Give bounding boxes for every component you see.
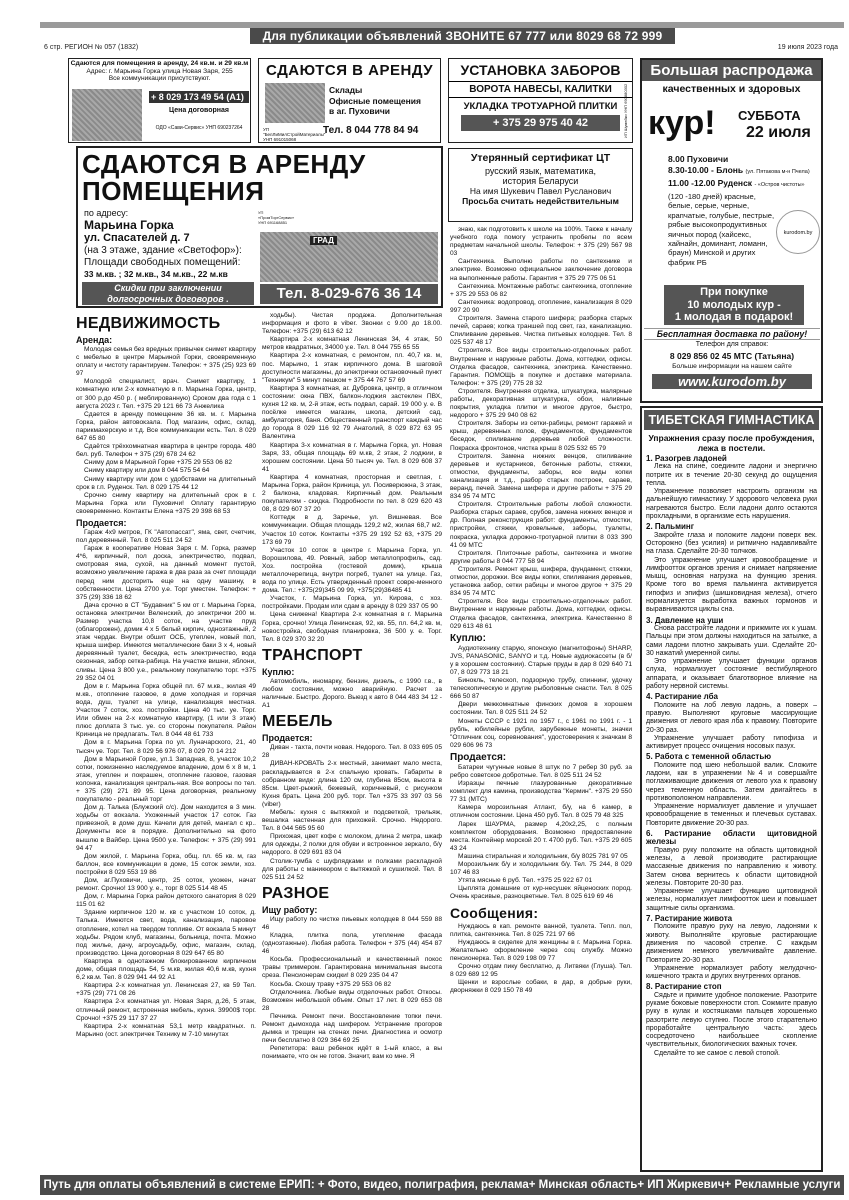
classified-ad: Печника. Ремонт печи. Восстановление топки печи. Ремонт дымохода над шифером. Устранение прогоров дымка и трещин на стенах печи. Диагностика и осмотр печи бесплатно 8 029 364 69 25 xyxy=(262,1012,442,1045)
messages-list xyxy=(450,923,632,996)
classified-ad: Дом в г. Марьина Горка по ул. Луначарского, 21, 40 тысяч уе. Торг. Тел. 8 029 56 976 07, 8 029 70 14 212 xyxy=(76,739,256,755)
ad5-street: ул. Спасателей д. 7 xyxy=(84,232,190,244)
ad4-s3: 11.00 -12.00 Руденск xyxy=(668,178,753,188)
ad2-photo xyxy=(265,83,325,123)
exercise-heading: 4. Растирание лба xyxy=(646,692,718,702)
classified-ad: Срочно отдам пику бесплатно, д. Литвяки (Глуша). Тел. 8 029 689 12 95 xyxy=(450,962,632,979)
ad5-areas: Площади свободных помещений: xyxy=(84,257,241,268)
ad-chickens xyxy=(640,58,823,403)
exercise-text: Снова расстройте ладони и прижмите их к ушам. Пальцы при этом должны находиться на затылке, а сами ладони плотно закрывать уши. Сделайте 20-30 нажатий умеренной силы. xyxy=(646,624,817,657)
page-footer: Путь для оплаты объявлений в системе ЕРИП: + Фото, видео, полиграфия, реклама+ Минская область+ ИП Жиркевич+ Рекламные услуги xyxy=(40,1175,844,1195)
exercise-text: Положите на лоб левую ладонь, а поверх – правую. Выполняют круговые массирующие движения от левого края лба к правому. Повторите 20-30 раз. xyxy=(646,701,817,734)
subsection-job: Ищу работу: xyxy=(262,904,318,915)
classified-ad: Строителя. Замена старого шифера; разборка старых печей, сараев; копка траншей под свет, газ, канализацию. Спиливание деревьев. Чистка питьевых колодцев. Тел. 8 025 537 48 17 xyxy=(450,315,632,347)
notice-lost-certificate xyxy=(448,148,633,222)
exercise-text: Сядьте и примите удобное положение. Разотрите рукаме боковые поверхности стоп. Сожмите правую руку в кулак и костяшками пальцев хорошенько разотрите левую ступню. После этого старательно проработайте центральную часть: здесь сосредоточено наибольшее скопление чувствительных, биологических важных точек. xyxy=(646,991,817,1049)
ad1-unp: ОДО «Сави-Сервис» УНП 690237264 xyxy=(155,125,243,131)
ad4-text: (120 -180 дней) красные, белые, серые, черные, крапчатые, голубые, пестрые, рябые высокопродуктивных яичных пород (хайсекс, хайнайн, доминант, ломанн, браун) Минской и других фабрик РБ xyxy=(668,192,775,267)
ad4-promo xyxy=(664,285,804,325)
ad5-title2: ПОМЕЩЕНИЯ xyxy=(82,176,265,206)
buy-list xyxy=(450,645,632,750)
exercise-text: Положите правую руку на левую, ладонями к животу. Выполняйте круговые растирающие движения по часовой стрелке. С каждым движением немного увеличивайте давление. Повторите 20-30 раз. xyxy=(646,923,817,964)
classified-ad: Камера морозильная Атлант, б/у, на 6 камер, в отличном состоянии. Цена 450 руб. Тел. 8 025 79 48 325 xyxy=(450,804,632,820)
job-list xyxy=(262,916,442,1062)
classified-ad: Квартира 2-х комнатная Ленинская 34, 4 этаж, 50 метров квадратных, 34000 у.е. Тел. 8 044 755 65 55 xyxy=(262,336,442,352)
exercise-text: Это упражнение улучшает кровообращение и лимфоотток органов зрения и снимает напряжение мышц, основная нагрузка на функцию зрения. Кроме того во время пальминга активируется гипофиз и эпифиз (шишковидная железа), отчего нормализуется выработка важных гормонов и выравниваются циклы сна. xyxy=(646,556,817,614)
ad5-phone: Тел. 8-029-676 36 14 xyxy=(260,284,438,304)
classified-ad: Прихожая, цвет кофе с молоком, длина 2 метра, шкаф для одежды, 2 полки для обуви и встроенное зеркало, б/у недорого. 8 029 691 83 04 xyxy=(262,833,442,857)
classified-ad: Косьба. Профессиональный и качественный покос травы триммером. Гарантирована минимальная высота среза. Пенсионерам скидки! 8 029 235 04 47 xyxy=(262,956,442,980)
classified-ad: Диван - тахта, почти новая. Недорого. Тел. 8 033 695 05 28 xyxy=(262,744,442,760)
ad4-day: СУББОТА xyxy=(738,108,801,123)
ad5-sizes: 33 м.кв. ; 32 м.кв., 34 м.кв., 22 м.кв xyxy=(84,269,228,279)
issue-meta: 6 стр. РЕГИОН № 057 (1832) xyxy=(44,44,139,51)
ad5-unp: УП «ПромТоргСервис» УНП 691168851 xyxy=(258,210,295,225)
classified-ad: Строителя. Строительные работы любой сложности. Разборка старых сараев, срубов, замена нижних венцов и др. Полная реконструкция работ: фундаменты, отмостки, пристройки, стяжки, кровельные, заборы, туалеты, покраска, укладка дорожно-тротуарной плитки 8 033 390 41 09 МТС xyxy=(450,501,632,549)
classified-ad: Гараж в кооперативе Новая Заря г. М. Горка, размер 4*6, кирпичный, пол доска, электричество, подвал, смотровая яма, сухой, на данный момент пустой, возможно увеличение гаража в два раза за счет площади перед ним досторить еще на одну машину, в собственности. Цена 2700 у.е. Торг уместен. Телефон: + 375 (29) 336 18 62 xyxy=(76,545,256,601)
furniture-list xyxy=(262,744,442,882)
exercise-text: Упражнение нормализует давление и улучшает кровообращение в теменных и плечевых суставах. Повторите движение 20-30 раз. xyxy=(646,803,817,827)
classified-ad: ходьбы). Чистая продажа. Дополнительная информация и фото в viber. Звонки с 9.00 до 18.00. Телефон: +375 (29) 613 62 12 xyxy=(262,312,442,336)
ad2-line3: в аг. Пуховичи xyxy=(329,106,390,116)
section-furniture: МЕБЕЛЬ xyxy=(262,713,333,731)
ad1-price: Цена договорная xyxy=(169,107,229,114)
ad5-discount: Скидки при заключении долгосрочных договоров . xyxy=(82,282,254,305)
header-banner: Для публикации объявлений ЗВОНИТЕ 67 777 или 8029 68 72 999 xyxy=(250,28,675,44)
classified-ad: Срочно сниму квартиру на длительный срок в г. Марьина Горка или Пуховичи! Оплату гарантирую своевременно. Контакты Елена +375 29 398 68 53 xyxy=(76,491,256,515)
ad4-phone: 8 029 856 02 45 МТС (Татьяна) xyxy=(669,351,795,361)
section-transport: ТРАНСПОРТ xyxy=(262,646,363,664)
ad5-floor: (на 3 этаже, здание «Светофор»): xyxy=(84,245,242,256)
sell-list xyxy=(76,529,256,1039)
ad5-photo xyxy=(260,232,438,282)
classified-ad: Сниму квартиру или дом с удобствами на длительный срок в г.п. Руденск. Тел. 8 029 175 44 12 xyxy=(76,475,256,491)
classified-ad: Квартира 2-х комнатная ул. Ленинская 27, кв 59 Тел. +375 (29) 771 08 26 xyxy=(76,982,256,998)
classified-ad: Участок, г. Марьина Горка, ул. Кирова, с хоз. постройками. Продам или сдам в аренду 8 029 337 05 90 xyxy=(262,595,442,611)
exercise-heading: 1. Разогрев ладоней xyxy=(646,454,727,463)
exercise-heading: 3. Давление на уши xyxy=(646,615,724,625)
ad4-site: www.kurodom.by xyxy=(652,374,812,389)
classified-ad: Нуждаюсь в сиделке для женщины в г. Марьина Горка. Желательно оформление через соц службу. Можно пенсионерка. Тел. 8 029 198 09 77 xyxy=(450,938,632,962)
ad4-s1: 8.00 Пуховичи xyxy=(668,154,729,164)
classified-ad: Сниму квартиру или дом 8 044 575 54 64 xyxy=(84,467,210,475)
classified-ad: Молодая семья без вредных привычек снимет квартиру с мебелью в центре Марьиной Горки, своевременную оплату и чистоту гарантируем. Телефон: + 375 (25) 923 69 97 xyxy=(76,346,256,378)
classified-ad: Мебель: кухня с вытяжкой и подсветкой, трельяж, вешалка настенная для прихожей. Срочно. Недорого. Тел. 8 044 565 95 60 xyxy=(262,808,442,833)
classified-ad: Дача срочно в СТ "Будавник" 5 км от г. Марьина Горка, остановка электрички Веленский, до электрички 200 м. Размер участка 10,8 соток, на участке пруд (облагорожен), домик 4 х 5 белый кирпич, одноэтажный, 2 этаж чердак. Внутри обшит ОСБ, утеплен, новый пол, крыша шифер. Имеются металлические баки 3 х 4, новый деревянный туалет, беседка, есть электричество, вода сезонная, забор сетка-рабица. На участке вишни, яблони, сливы. Цена 3 800 у.е., реальному покупателю торг. +375 29 352 04 01 xyxy=(76,601,256,682)
ad4-kur: кур! xyxy=(648,104,716,142)
ad2-lines xyxy=(329,85,421,117)
ad5-city: Марьина Горка xyxy=(84,218,174,232)
column-1 xyxy=(76,312,256,1172)
tibet-items xyxy=(646,455,817,1058)
exercise-heading: 7. Растирание живота xyxy=(646,914,733,924)
classified-ad: Строителя. Внутренняя отделка, штукатурка, малярные работы, декоративная штукатурка, обои, наливные покрытия, укладка плитки и многое другое, быстро, недорого + 375 29 940 08 62 xyxy=(450,387,632,420)
tibet-intro: Упражнения сразу после пробуждения, лежа в постели. xyxy=(648,433,815,453)
exercise-heading: 2. Пальминг xyxy=(646,522,695,532)
classified-ad: Сдается в аренду помещение 36 кв. м. г. Марьина Горка, район автовокзала. Под магазин, офис, склад, парикмахерскую и т.д. Все коммуникации есть. Тел. 8 029 647 65 80 xyxy=(76,410,256,443)
page-header xyxy=(40,22,844,50)
ad2-phone: Тел. 8 044 778 84 94 xyxy=(323,125,419,136)
exercise-text: Упражнение позволяет настроить организм на дальнейшую гимнастику. У здорового человека руки нагреваются быстро. Если ладони долго остаются прохладными, в организме есть нарушения. xyxy=(646,488,817,521)
classified-ad: Двери межкомнатные финских домов в хорошем состоянии. Тел. 8 025 511 24 52 xyxy=(450,701,632,717)
exercise-text: Это упражнение улучшает функции органов слуха, нормализует состояние вестибулярного аппарата, и оказывает благотворное влияние на работу нервной системы. xyxy=(646,658,817,691)
classified-ad: Щенки и взрослые собаки, в дар, в добрые руки, дворняжки 8 029 150 78 49 xyxy=(450,979,632,995)
ad4-sub: качественных и здоровых xyxy=(662,83,801,95)
classified-ad: Участок 10 соток в центре г. Марьина Горка, ул. Ворошилова, 49. Ровный, забор металлопрофиль, сад. Хоз. постройка (гостевой домик), крыша металлочерепица, внутри погреб, туалет на улице. Газ, вода по улице. Есть утвержденный проект совре-менного дома. Тел.: +375(29)345 09 99, +375(29)36485 41 xyxy=(262,546,442,595)
ad-rental-small xyxy=(68,58,251,143)
classified-ad: Отделочника. Любые виды отделочных работ. Откосы. Возможен небольшой объем. Опыт 17 лет. 8 029 653 08 28 xyxy=(262,988,442,1012)
ad4-schedule xyxy=(668,154,810,191)
classified-ad: Аудиотехнику старую, японскую (магнитофоны) SHARP, JVS, PANASONIC, SANYO и т.д. Новые аудиокассеты (в б/у в хорошем состоянии). Старые пруды в дар 8 029 640 71 07, 8 029 773 18 21 xyxy=(450,644,632,676)
issue-date: 19 июля 2023 года xyxy=(777,44,838,51)
exercise-text: Упражнение улучшает работу гипофиза и активирует процесс очищения носовых пазух. xyxy=(646,734,817,751)
subsection-buy2: Куплю: xyxy=(450,632,486,644)
subsection-furniture-sell: Продается: xyxy=(262,733,313,744)
classified-ad: Ларек ШАУРМА, размер 4,20х2,25, с полным комплектом оборудования. Возможно предоставление места. Контейнер морской 20 т. 4700 руб. Тел. +375 29 605 43 24 xyxy=(450,820,632,852)
subsection-rent: Аренда: xyxy=(76,335,113,345)
classified-ad: Сантехника: водопровод, отопление, канализация 8 029 997 20 90 xyxy=(450,298,632,314)
classified-ad: Косьба. Скошу траву +375 29 553 06 82 xyxy=(270,980,392,988)
ad4-s2: 8.30-10.00 - Блонь xyxy=(668,165,744,175)
classified-ad: Изразцы печные глазурованные декоративные комплект для камина, производства "Кермин". +375 29 550 77 31 (МТС) xyxy=(450,780,632,804)
ad5-addr: по адресу: xyxy=(84,208,129,218)
ad3-line2: УКЛАДКА ТРОТУАРНОЙ ПЛИТКИ xyxy=(463,101,618,112)
services-list xyxy=(450,226,632,631)
lost-title: Утерянный сертификат ЦТ xyxy=(470,152,611,164)
classified-ad: Молодой специалист, врач. Снимет квартиру, 1 комнатную или 2-х комнатную в п. Марьина Горка, центр, от 300 р.до 450 р. ( меблированную) Сроком два года с 1 августа 2023 г. Тел. +375 29 121 66 73 Анжелика xyxy=(76,378,256,410)
classified-ad: Коттедж в д. Заречье, ул. Вишневая. Все коммуникации. Общая площадь 129,2 м2, жилая 68,7 м2. Участок 10 соток. Контакты +375 29 192 52 63, +375 29 173 69 79 xyxy=(262,514,442,546)
classified-ad: знаю, как подготовить к школе на 100%. Также к началу учебного года помогу устранить пробелы по всем предметам начальной школы. Телефон: + 375 (29) 567 98 03 xyxy=(450,226,632,258)
classified-ad: Квартира в однотажном блокированном кирпичном доме, общая площадь 54, 5 м.кв, жилая 40,6 м.кв, кухня 6,2 кв.м. Тел. 8 029 941 44 92 А1 xyxy=(76,957,256,982)
classified-ad: Строителя. Плиточные работы, сантехника и многие другие работы 8 044 777 58 94 xyxy=(450,549,632,565)
subsection-buy: Куплю: xyxy=(262,666,295,677)
rent-list xyxy=(76,346,256,516)
ad4-date: 22 июля xyxy=(746,124,811,141)
lost-l1: русский язык, математика, xyxy=(484,166,596,176)
classified-ad: Квартира 3 комнатная, аг. Дубровка, центр, в отличном состоянии: окна ПВХ, балкон-лоджия застеклен ПВХ, кухня 12 кв. м, 2-й этаж, есть подвал, сарай. 19 000 у. е. В посёлке имеется магазин, школа, детский сад, амбулатория, баня. Общественный транспорт каждый час до города 8 029 116 92 79 Анатолий, 8 029 872 63 95 Валентина xyxy=(262,384,442,441)
exercise-text: Упражнение улучшает функцию щитовидной железы, нормализует лимфоотток шеи и повышает защитные силы организма. xyxy=(646,888,817,912)
classified-ad: Квартира 2-х комнатная 53,1 метр квадратных. п. Марьино (ост. электричек Технику м 7-10 минутах xyxy=(76,1022,256,1038)
lost-l3: На имя Шукевич Павел Русланович xyxy=(469,186,612,196)
classified-ad: Ищу работу по чистке пиьевых колодцев 8 044 559 88 46 xyxy=(262,915,442,931)
classified-ad: Морозильник б/у и холодильник б/у. Тел. 75 244, 8 029 107 46 83 xyxy=(450,861,632,877)
ad-premises-rent xyxy=(76,146,443,308)
exercise-text: Сделайте то же самое с левой стопой. xyxy=(654,1049,780,1057)
classified-ad: Дом, аг.Пуховичи, центр, 25 соток, ухожен, начат ремонт. Срочно! 13 900 у. е., торг 8 025 514 48 45 xyxy=(76,877,256,893)
classified-ad: Репетитора: ваш ребенок идёт в 1-ый класс, а вы понимаете, что он не готов. Значит, вам ко мне. Я xyxy=(262,1045,442,1061)
ad2-title: СДАЮТСЯ В АРЕНДУ xyxy=(265,62,434,79)
classified-ad: Гараж 4х9 метров, ГК "Автопассат", яма, свет, счетчик, пол деревянный. Тел. 8 025 511 24 52 xyxy=(76,528,256,545)
tibet-title: ТИБЕТСКАЯ ГИМНАСТИКА xyxy=(644,410,819,430)
classified-ad: Цыплята домашние от кур-несушек яйценоских пород. Очень красивые, разноцветные. Тел. 8 025 619 69 46 xyxy=(450,885,632,901)
classified-ad: Утята мясные 6 руб. Тел. +375 25 922 67 01 xyxy=(458,877,593,885)
classified-ad: Монеты СССР с 1921 по 1957 г., с 1961 по 1991 г. - 1 рубль, юбилейные рубли, зарубежные монеты, значки "Отличник соц. соревнования", удостоверения к значкам 8 029 606 96 73 xyxy=(450,717,632,749)
section-misc: РАЗНОЕ xyxy=(262,884,330,902)
classified-ad: Сдаётся трёхкомнатная квартира в центре города. 480 бел. руб. Телефон + 375 (29) 678 24 62 xyxy=(76,443,256,459)
ad1-phone: + 8 029 173 49 54 (A1) xyxy=(149,91,249,103)
section-realty: НЕДВИЖИМОСТЬ xyxy=(76,315,221,332)
classified-ad: Нуждаюсь в кап. ремонте ванной, туалета. Тепл. пол, плитка, сантехника. Тел. 8 025 721 97 66 xyxy=(450,922,632,938)
exercise-heading: 8. Растирание стоп xyxy=(646,982,722,992)
ad-fences xyxy=(448,58,633,143)
ad3-side: ИП Шумейко УНП 690880302 xyxy=(623,83,628,138)
ad1-address: Адрес: г. Марьина Горка улица Новая Заря, 255 xyxy=(86,68,233,75)
classified-ad: Сниму дом в Марьиной Горке +375 29 553 06 82 xyxy=(84,459,232,467)
ad4-s3n: - «Остров чистоты» xyxy=(754,182,805,188)
classified-ad: Квартира 2-х комнатная, с ремонтом, пл. 40,7 кв. м, пос. Марьино, 1 этаж кирпичного дома. В шаговой доступности магазины, до электрички остановочный пункт "Техникум" 5 минут пешком + 375 44 767 57 69 xyxy=(262,352,442,384)
classified-ad: Здание кирпичное 120 м. кв с участком 10 соток, д. Талька. Имеются свет, вода, канализация, паровое отопление, котел на твердом топливе. От вокзала 5 минут ходьбы. Рядом клуб, магазины, больница, почта. Можно под жилье, дачу, агроусадьбу, офис, магазин, склад, производство. Цена договорная 8 029 647 65 80 xyxy=(76,909,256,957)
exercise-heading: 6. Растирание области щитовидной железы xyxy=(646,829,817,847)
ad4-title: Большая распродажа xyxy=(642,60,821,81)
ad2-line2: Офисные помещения xyxy=(329,95,421,106)
classified-ad: Автомобиль, иномарку, бензин, дизель, с 1990 г.в., в любом состоянии, можно аварийную. Расчет за наличные. Быстро. Дорого. Выезд к авто 8 044 483 34 12 - А1 xyxy=(262,677,442,710)
classified-ad: Дом в г. Марьина Горка общей пл. 67 м.кв., жилая 49 м.кв., отопление газовое, в доме холодная и горячая вода, душ, туалет на улице, канализация местная. Участок 7 соток, хоз. постройки. Цена 40 тыс. уе. Торг. Или обмен на 2-х комнатную квартиру, (1 или 3 этаж) плюс доплата 3 тыс. уе. со стороны покупателя. Район Криница не предлагать. Тел. 8 044 48 61 733 xyxy=(76,682,256,739)
ad4-ref: Телефон для справок: xyxy=(695,341,769,348)
ad4-promo3: 1 молодая в подарок! xyxy=(674,311,794,323)
column-3 xyxy=(450,226,632,1172)
ad4-more: Больше информации на нашем сайте xyxy=(672,363,792,370)
classified-ad: Строителя. Все виды строительно-отделочных работ. Внутренние и наружные работы. Дома, коттеджи, офисы. Отделка фасадов, сантехника, электрика. Качественно 8 029 613 48 61 xyxy=(450,598,632,630)
classified-ad: Батареи чугунные новые 8 штук по 7 ребер 30 руб. за ребро советское добротные. Тел. 8 025 511 24 52 xyxy=(450,763,632,779)
classified-ad: Строителя. Ремонт крыш, шифера, фундамент, стяжки, отмостки, дорожки. Все виды копки, спиливания деревьев, установка забор, сетки рабицы и многое другое + 375 29 834 95 74 МТС xyxy=(450,565,632,598)
classified-ad: Квартира 4 комнатная, просторная и светлая, г. Марьина Горка, район Криница, ул. Посиверюжна, 3 этаж, 2 балкона, кладовая. Кирпичный дом. Реальным покупателям - скидка. Подробности по тел. 8 029 620 43 08, 8 029 607 37 20 xyxy=(262,473,442,514)
classified-ad: Бинокль, телескоп, подзорную трубу, спиннинг, удочку телескопическую и другие рыболовные снасти. Тел. 8 025 666 50 87 xyxy=(450,677,632,701)
ad4-delivery: Бесплатная доставка по району! xyxy=(644,328,820,340)
classified-ad: Кладка, плитка пола, утепление фасада (одноэтажные). Любая работа. Телефон + 375 (44) 454 87 46 xyxy=(262,932,442,956)
column-2 xyxy=(262,312,442,1172)
misc-sell-list xyxy=(450,764,632,902)
classified-ad: Сантехника. Монтажные работы: сантехника, отопление + 375 29 553 06 82 xyxy=(450,282,632,298)
ad4-s2n: (ул. Пятакова м-н Пчела) xyxy=(745,169,810,175)
ad3-phone: + 375 29 975 40 42 xyxy=(461,115,620,131)
article-tibetan-gymnastics xyxy=(640,406,823,1172)
ad4-logo: kurodom.by xyxy=(776,210,820,254)
exercise-text: Правую руку положите на область щитовидной железы, а левой производите растирающие массажные движения по направлению к животу. Затем снова вернитесь к области щитовидной железы. Повторите 20-30 раз. xyxy=(646,846,817,887)
exercise-text: Лежа на спине, соедините ладони и энергично потрите их в течение 20-30 секунд до ощущения тепла. xyxy=(646,463,817,487)
ad4-promo2: 10 молодых кур - xyxy=(687,298,781,311)
ad3-line1: ВОРОТА НАВЕСЫ, КАЛИТКИ xyxy=(449,81,632,98)
ad4-promo1: При покупке xyxy=(700,286,768,298)
classified-ad: ДИВАН-КРОВАТЬ 2-х местный, занимает мало места, раскладывается в 2-х спальную кровать. Габариты в собранном виде: длина 120 см, глубина 85см, высота в 85см. Цвет-рыжий, бежевый, коричневый, с рисунком Кухня брать. Цена 200 руб. торг. Тел +375 33 397 03 56 (viber) xyxy=(262,760,442,808)
section-messages: Сообщения: xyxy=(450,904,539,921)
classified-ad: Дом жилой, г. Марьина Горка, общ. пл. 65 кв. м, газ баллон, все коммуникации в доме, 15 соток земли, хоз. постройки 8 029 553 19 86 xyxy=(76,852,256,876)
classified-ad: Машина стиральная и холодильник, б/у 8025 781 97 05 xyxy=(458,852,628,860)
ad5-title1: СДАЮТСЯ В АРЕНДУ xyxy=(82,149,366,179)
ad5-sign: ГРАД xyxy=(310,236,337,245)
lost-l2: история Беларуси xyxy=(502,176,579,186)
classified-ad: Столик-тумба с шуфлядками и полками раскладной для работы с маникюром с вытяжкой и сушилкой. Тел. 8 025 511 24 52 xyxy=(262,857,442,881)
classified-ad: Дом д. Талька (Блужский с/с). Дом находится в 3 мин. ходьбы от вокзала. Ухоженный участок 17 соток. Газ привезной, в доме душ. Качели для детей, мангал с кр.. Документы все в порядке. Дополнительно на фото вышлю в Вайбер. Цена 9500 у.е. Телефон: + 375 (29) 991 94 47 xyxy=(76,804,256,852)
classified-ad: Строителя. Замена нижних венцов, спиливание деревьев и кустарников, бетонные работы, стяжки, отмостки, фундаменты, заборы, все виды копки канализация и т.д., разбор старых построек, сараев, веранд, печей. Замена шифера и другие работы + 375 29 834 95 74 МТС xyxy=(450,452,632,501)
exercise-text: Закройте глаза и положите ладони поверх век. Осторожно (без усилия) и ритмично надавливайте на глаза. Сделайте 20-30 толчков. xyxy=(646,531,817,556)
ad-warehouse-rent xyxy=(258,58,441,143)
lost-l4: Просьба считать недействительным xyxy=(462,196,619,206)
ad1-photo xyxy=(72,89,142,141)
exercise-text: Упражнение нормализует работу желудочно-кишечного тракта и других внутренних органов. xyxy=(646,964,817,981)
classified-ad: Сантехника. Выполню работы по сантехнике и электрике. Возможно официальное заключение договора на выполненные работы. Гарантия + 375 29 775 06 51 xyxy=(450,258,632,282)
exercise-text: Положите под шею небольшой валик. Сложите ладони, как в упражнении №4 и совершайте поглаживающие движения от левого уха к правому через теменную область. Затем двигайтесь в противоположном направлении. xyxy=(646,761,817,802)
exercise-heading: 5. Работа с теменной областью xyxy=(646,752,772,762)
realty-continued-list xyxy=(262,312,442,644)
ad2-line1: Склады xyxy=(329,85,363,95)
classified-ad: Строителя. Все виды строительно-отделочных работ. Внутренние и наружные работы. Дома, коттеджи, офисы. Отделка фасадов, сантехника, электрика. Качественно. Гарантия. ПОМОЩЬ в покупке и доставке материала. Телефон: + 375 (29) 775 28 32 xyxy=(450,347,632,387)
classified-ad: Квартира 3-х комнатная в г. Марьина Горка, ул. Новая Заря, 33, общая площадь 69 м.кв, 2 этаж, 2 лоджии, в хорошем состоянии. Цена 50 тысяч уе. Тел. 8 029 608 37 41 xyxy=(262,441,442,473)
subsection-sell: Продается: xyxy=(76,517,127,528)
classified-ad: Квартира 2-х комнатная ул. Новая Заря, д.26, 5 этаж, отличный ремонт, встроенная мебель, кухня. 39900$ торг. Срочно! +375 29 117 37 27 xyxy=(76,998,256,1022)
ad2-unp: УП "БелЛиМилСтройМатериалы" УНП 691015068 xyxy=(263,127,326,142)
ad3-title: УСТАНОВКА ЗАБОРОВ xyxy=(460,62,621,78)
classified-ad: Цена снижена! Квартира 2-х комнатная в г. Марьина Горка, срочно! Улица Ленинская, 92, кв. 55, пл. 64,2 кв. м, новостройка, свободная планировка, 36 500 у. е. Торг. Тел. 8 029 370 32 20 xyxy=(262,611,442,643)
subsection-sell2: Продается: xyxy=(450,751,507,763)
ad1-title: Сдаются для помещения в аренду, 24 кв.м. и 29 кв.м xyxy=(70,60,249,67)
transport-list xyxy=(262,678,442,710)
classified-ad: Дом в Марьиной Горке, ул.1 Западная, 8, участок 10,2 сотки, пожизненно наследуемое владение, дом 6 х 8 м, 1 этаж, утеплен и покрашен, отопление газовое, газовая колонка, канализация централь-ная. Все вопросы по тел. + 375 (29) 271 89 95. Цена договорная, реальному покупателю - реальный торг xyxy=(76,755,256,804)
classified-ad: Дом, г. Марьина Горка район детского санатория 8 029 115 01 62 xyxy=(76,893,256,909)
ad1-note: Все коммуникации присутствуют. xyxy=(108,75,211,82)
classified-ad: Строителя. Заборы из сетки-рабицы, ремонт гаражей и крыш, деревянных полов, фундаментов, фундаментов беседок, спиливание деревьев любой сложности. Покраска фронтонов, чистка крыш 8 025 532 65 79 xyxy=(450,420,632,452)
